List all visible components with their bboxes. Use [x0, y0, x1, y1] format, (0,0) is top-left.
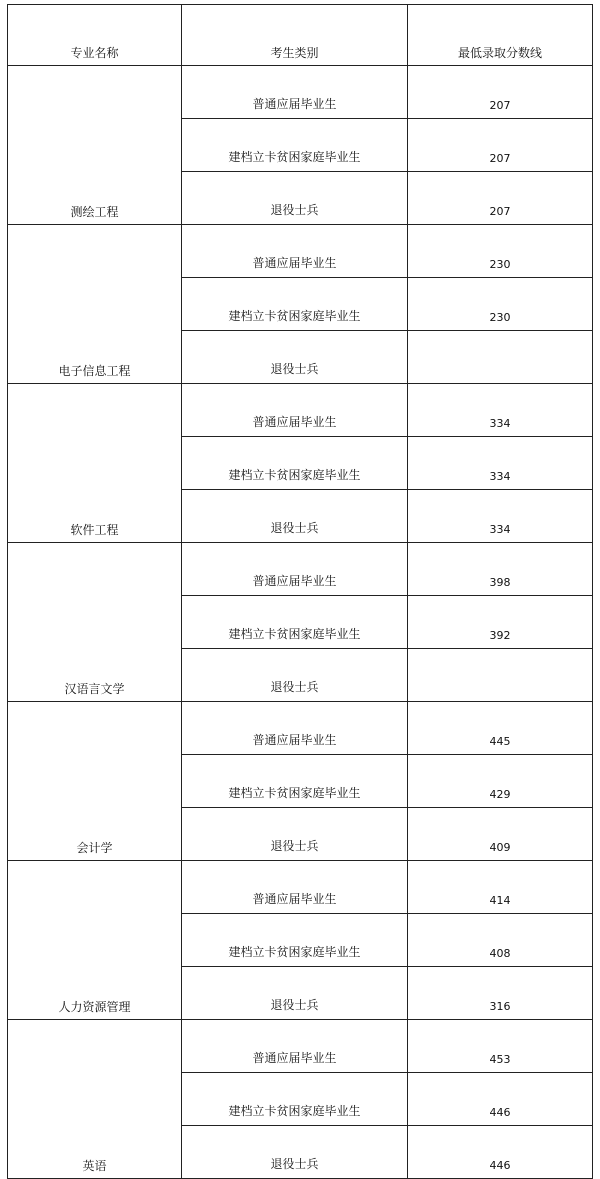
min-score-cell: 207 — [408, 172, 593, 225]
category-cell: 普通应届毕业生 — [182, 225, 408, 278]
category-cell: 退役士兵 — [182, 649, 408, 702]
category-cell: 退役士兵 — [182, 172, 408, 225]
category-cell: 退役士兵 — [182, 490, 408, 543]
table-body — [8, 66, 593, 1179]
category-cell: 退役士兵 — [182, 967, 408, 1020]
min-score-cell — [408, 649, 593, 702]
category-cell: 建档立卡贫困家庭毕业生 — [182, 1073, 408, 1126]
table-row — [8, 384, 593, 437]
min-score-cell: 398 — [408, 543, 593, 596]
header-category: 考生类别 — [182, 5, 408, 66]
header-min-score: 最低录取分数线 — [408, 5, 593, 66]
table-row — [8, 66, 593, 119]
min-score-cell: 334 — [408, 384, 593, 437]
min-score-cell: 453 — [408, 1020, 593, 1073]
min-score-cell: 230 — [408, 225, 593, 278]
category-cell: 退役士兵 — [182, 331, 408, 384]
min-score-cell: 409 — [408, 808, 593, 861]
min-score-cell: 445 — [408, 702, 593, 755]
major-name-cell: 英语 — [8, 1020, 182, 1179]
category-cell: 退役士兵 — [182, 1126, 408, 1179]
table-row — [8, 543, 593, 596]
min-score-cell: 446 — [408, 1073, 593, 1126]
category-cell: 建档立卡贫困家庭毕业生 — [182, 278, 408, 331]
min-score-cell: 334 — [408, 437, 593, 490]
min-score-cell: 446 — [408, 1126, 593, 1179]
category-cell: 普通应届毕业生 — [182, 861, 408, 914]
major-name-cell: 人力资源管理 — [8, 861, 182, 1020]
major-name-cell: 软件工程 — [8, 384, 182, 543]
table-row — [8, 225, 593, 278]
min-score-cell: 207 — [408, 66, 593, 119]
min-score-cell: 334 — [408, 490, 593, 543]
min-score-cell — [408, 331, 593, 384]
category-cell: 建档立卡贫困家庭毕业生 — [182, 755, 408, 808]
admission-score-table — [7, 4, 593, 1179]
min-score-cell: 429 — [408, 755, 593, 808]
min-score-cell: 316 — [408, 967, 593, 1020]
category-cell: 普通应届毕业生 — [182, 1020, 408, 1073]
min-score-cell: 230 — [408, 278, 593, 331]
category-cell: 普通应届毕业生 — [182, 543, 408, 596]
table-row — [8, 861, 593, 914]
category-cell: 建档立卡贫困家庭毕业生 — [182, 437, 408, 490]
category-cell: 建档立卡贫困家庭毕业生 — [182, 914, 408, 967]
category-cell: 普通应届毕业生 — [182, 702, 408, 755]
major-name-cell: 测绘工程 — [8, 66, 182, 225]
category-cell: 建档立卡贫困家庭毕业生 — [182, 596, 408, 649]
min-score-cell: 408 — [408, 914, 593, 967]
min-score-cell: 414 — [408, 861, 593, 914]
major-name-cell: 电子信息工程 — [8, 225, 182, 384]
category-cell: 普通应届毕业生 — [182, 66, 408, 119]
category-cell: 建档立卡贫困家庭毕业生 — [182, 119, 408, 172]
header-major: 专业名称 — [8, 5, 182, 66]
major-name-cell: 会计学 — [8, 702, 182, 861]
min-score-cell: 207 — [408, 119, 593, 172]
category-cell: 退役士兵 — [182, 808, 408, 861]
table-row — [8, 702, 593, 755]
category-cell: 普通应届毕业生 — [182, 384, 408, 437]
min-score-cell: 392 — [408, 596, 593, 649]
table-row — [8, 1020, 593, 1073]
major-name-cell: 汉语言文学 — [8, 543, 182, 702]
header-row — [8, 5, 593, 66]
